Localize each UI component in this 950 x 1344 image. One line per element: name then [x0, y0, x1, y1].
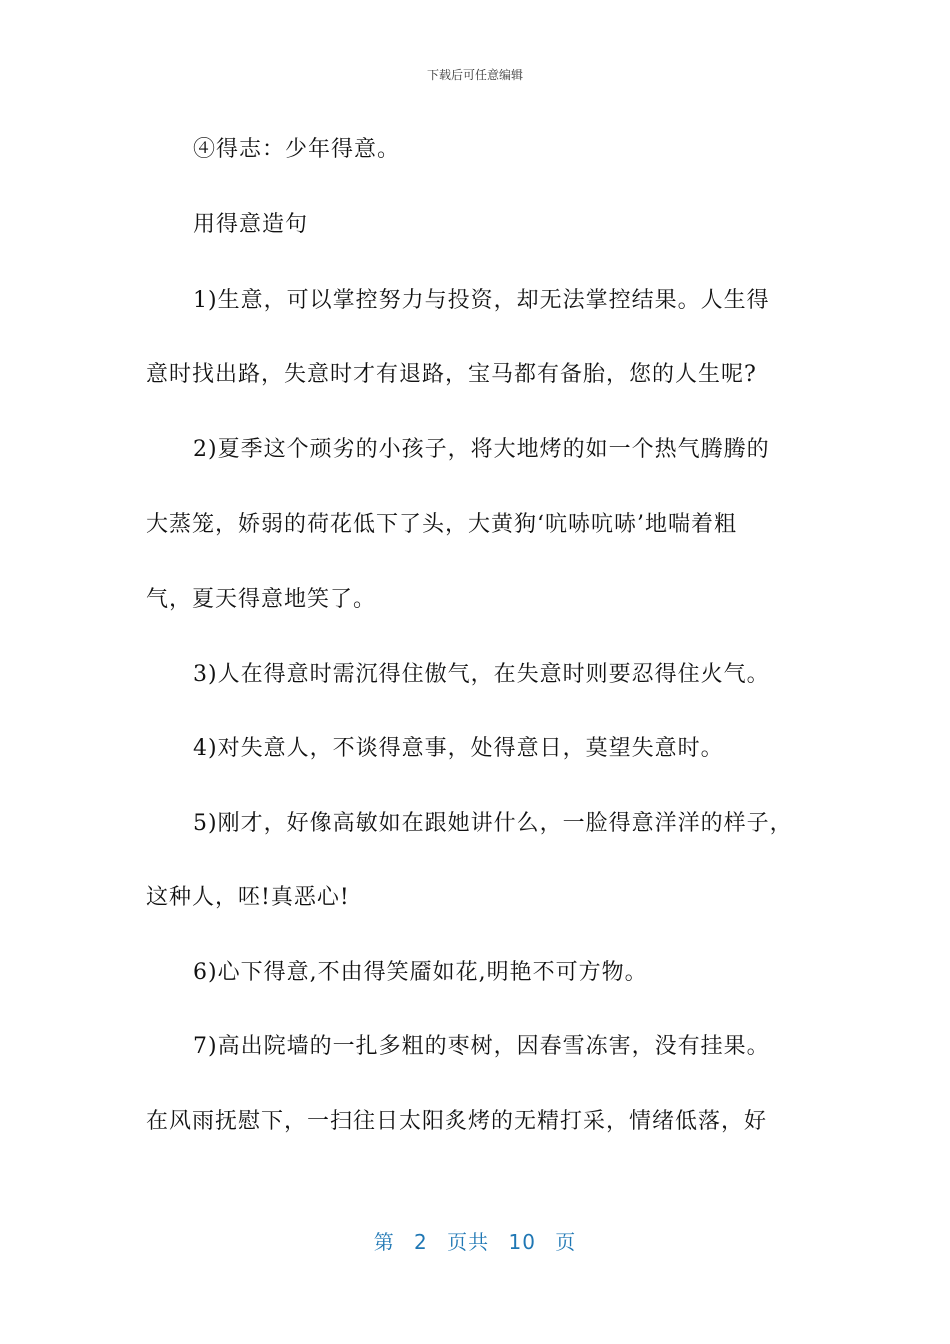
text-line: 气，夏天得意地笑了。 — [146, 587, 377, 612]
text-line: 7)高出院墙的一扎多粗的枣树，因春雪冻害，没有挂果。 — [193, 1034, 770, 1059]
page-number: 第 2 页共 10 页 — [373, 1230, 577, 1254]
text-line: ④得志：少年得意。 — [193, 137, 401, 162]
text-line: 在风雨抚慰下，一扫往日太阳炙烤的无精打采，情绪低落，好 — [146, 1109, 768, 1134]
text-line: 2)夏季这个顽劣的小孩子，将大地烤的如一个热气腾腾的 — [193, 437, 770, 462]
text-line: 6)心下得意,不由得笑靥如花,明艳不可方物。 — [193, 960, 648, 985]
text-line: 1)生意，可以掌控努力与投资，却无法掌控结果。人生得 — [193, 288, 770, 313]
text-line: 5)刚才，好像高敏如在跟她讲什么，一脸得意洋洋的样子， — [193, 811, 793, 836]
text-line: 大蒸笼，娇弱的荷花低下了头，大黄狗‘吭哧吭哧’地喘着粗 — [146, 512, 737, 537]
text-line: 用得意造句 — [193, 212, 309, 237]
text-line: 4)对失意人，不谈得意事，处得意日，莫望失意时。 — [193, 736, 724, 761]
text-line: 意时找出路，失意时才有退路，宝马都有备胎，您的人生呢? — [146, 362, 757, 387]
text-line: 3)人在得意时需沉得住傲气，在失意时则要忍得住火气。 — [193, 662, 770, 687]
header-note: 下载后可任意编辑 — [426, 68, 523, 82]
text-line: 这种人，呸!真恶心! — [146, 885, 350, 910]
